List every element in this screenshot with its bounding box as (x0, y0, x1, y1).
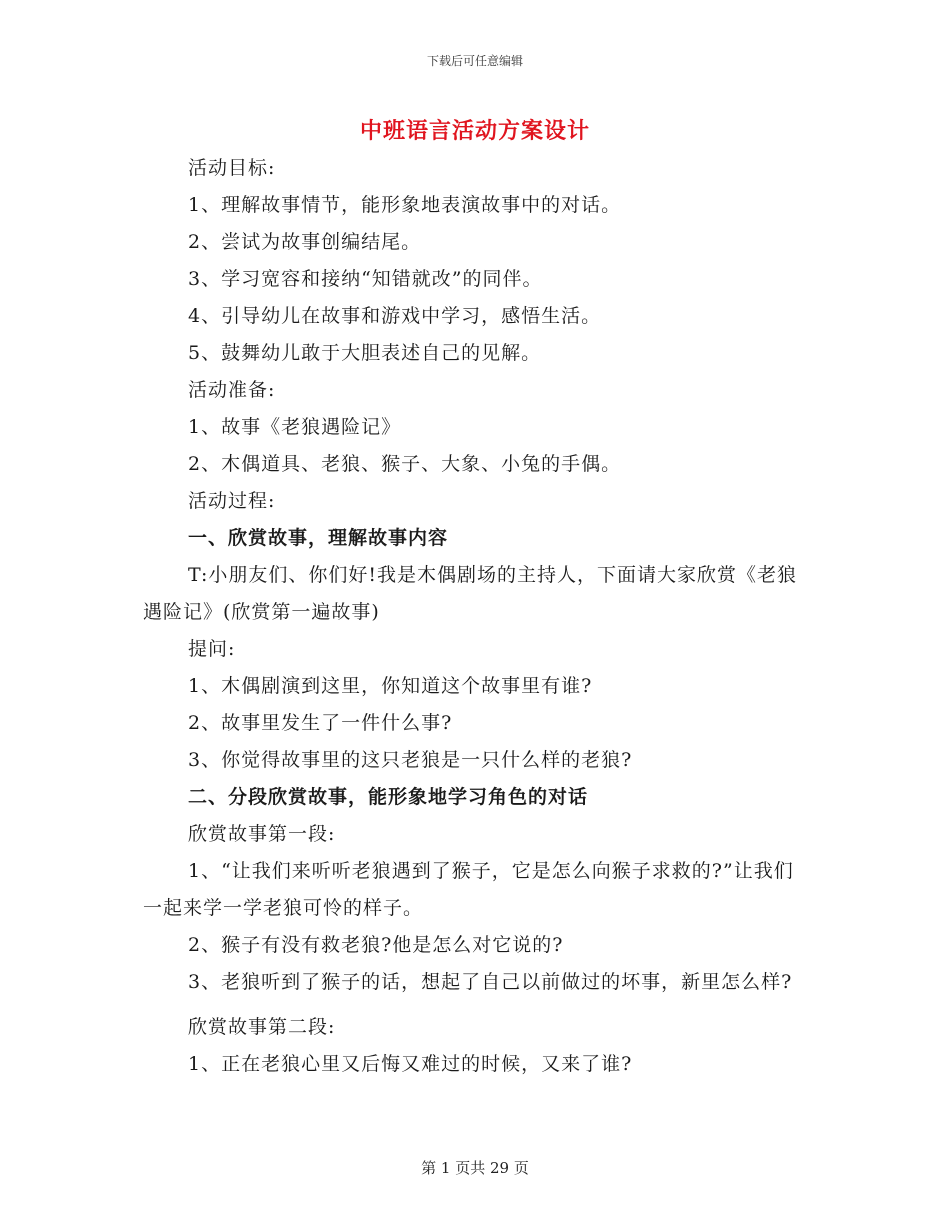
section-heading-1: 一、欣赏故事，理解故事内容 (188, 527, 449, 549)
paragraph-part1-item-2: 2、猴子有没有救老狼?他是怎么对它说的? (188, 934, 564, 956)
paragraph-goals-heading: 活动目标: (188, 157, 276, 179)
paragraph-goal-2: 2、尝试为故事创编结尾。 (188, 231, 422, 253)
paragraph-part2-item-1: 1、正在老狼心里又后悔又难过的时候，又来了谁? (188, 1053, 633, 1075)
paragraph-part1-item-1: 1、“让我们来听听老狼遇到了猴子，它是怎么向猴子求救的?”让我们一起来学一学老狼可怜的样子。 (143, 860, 794, 919)
paragraph-part1-item-3: 3、老狼听到了猴子的话，想起了自己以前做过的坏事，新里怎么样? (188, 971, 793, 993)
paragraph-process-heading: 活动过程: (188, 490, 276, 512)
paragraph-goal-5: 5、鼓舞幼儿敢于大胆表述自己的见解。 (188, 342, 542, 364)
paragraph-question-2: 2、故事里发生了一件什么事? (188, 712, 453, 734)
page-footer: 第 1 页共 29 页 (421, 1159, 529, 1177)
paragraph-goal-1: 1、理解故事情节，能形象地表演故事中的对话。 (188, 194, 622, 216)
paragraph-spacer (143, 1001, 808, 1009)
paragraph-question-1: 1、木偶剧演到这里，你知道这个故事里有谁? (188, 675, 593, 697)
paragraph-goal-3: 3、学习宽容和接纳“知错就改”的同伴。 (188, 268, 543, 290)
page-title: 中班语言活动方案设计 (359, 118, 590, 144)
paragraph-prep-heading: 活动准备: (188, 379, 276, 401)
paragraph-prep-1: 1、故事《老狼遇险记》 (188, 416, 402, 438)
paragraph-goal-4: 4、引导幼儿在故事和游戏中学习，感悟生活。 (188, 305, 602, 327)
paragraph-part1-heading: 欣赏故事第一段: (188, 823, 336, 845)
paragraph-part2-heading: 欣赏故事第二段: (188, 1016, 336, 1038)
watermark: 下载后可任意编辑 (426, 54, 523, 68)
section-heading-2: 二、分段欣赏故事，能形象地学习角色的对话 (188, 786, 589, 808)
document-body (143, 150, 808, 1083)
paragraph-question-3: 3、你觉得故事里的这只老狼是一只什么样的老狼? (188, 749, 633, 771)
paragraph-questions-heading: 提问: (188, 638, 236, 660)
paragraph-intro: T:小朋友们、你们好!我是木偶剧场的主持人，下面请大家欣赏《老狼遇险记》(欣赏第一遍故事) (143, 564, 798, 623)
paragraph-prep-2: 2、木偶道具、老狼、猴子、大象、小兔的手偶。 (188, 453, 622, 475)
